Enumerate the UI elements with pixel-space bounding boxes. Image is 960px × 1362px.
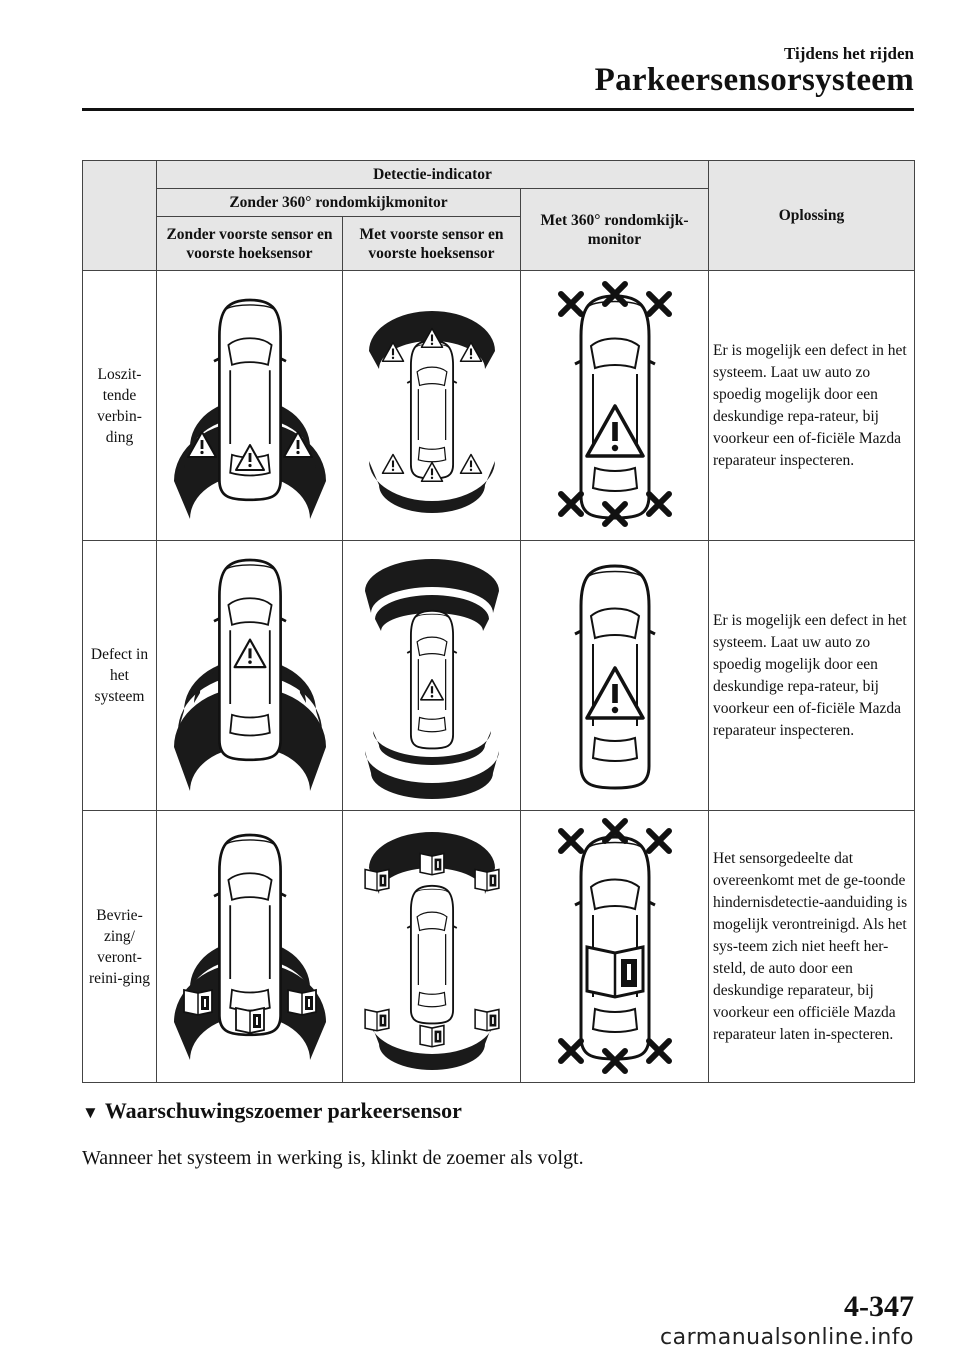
car-indicator-360-warning <box>525 546 705 806</box>
table-row <box>83 541 915 811</box>
table-row <box>83 271 915 541</box>
car-indicator-front-rear-arcs <box>347 281 517 531</box>
indicator-cell-with-front <box>343 271 521 541</box>
indicator-cell-no-front <box>157 541 343 811</box>
car-indicator-rear-arcs <box>160 551 340 801</box>
triangle-down-icon: ▼ <box>82 1103 99 1122</box>
indicator-cell-with-front <box>343 541 521 811</box>
indicator-cell-with-front <box>343 811 521 1083</box>
row-label: Defect in het systeem <box>83 541 157 811</box>
no-front-sensor-header: Zonder voorste sensor en voorste hoeksensor <box>157 217 343 271</box>
body-text: Wanneer het systeem in werking is, klinkt de zoemer als volgt. <box>82 1147 584 1169</box>
indicator-cell-no-front <box>157 271 343 541</box>
indicator-cell-no-front <box>157 811 343 1083</box>
row-label: Bevrie-zing/ veront-reini-ging <box>83 811 157 1083</box>
solution-text: Het sensorgedeelte dat overeenkomt met de ge-toonde hindernisdetectie-aanduiding is mogelijk verontreinigd. Als het sys-teem zich niet heeft her-steld, de auto door een deskundige reparateur, bij voorkeur een officiële Mazda reparateur laten in-specteren. <box>709 811 915 1083</box>
watermark: carmanualsonline.info <box>660 1325 914 1350</box>
solution-text: Er is mogelijk een defect in het systeem. Laat uw auto zo spoedig mogelijk door een deskundige repa-rateur, bij voorkeur een of-ficiële Mazda reparateur inspecteren. <box>709 271 915 541</box>
running-header-subtitle: Tijdens het rijden <box>783 44 914 63</box>
car-indicator-rear-arcs <box>160 281 340 531</box>
running-header-title: Parkeersensorsysteem <box>594 62 914 98</box>
with-360-monitor-header: Met 360° rondomkijk-monitor <box>521 189 709 271</box>
car-indicator-360-x-marks <box>525 817 705 1077</box>
detection-indicator-table <box>82 160 915 1083</box>
blank-corner-cell <box>83 161 157 271</box>
solution-text: Er is mogelijk een defect in het systeem. Laat uw auto zo spoedig mogelijk door een deskundige repa-rateur, bij voorkeur een of-ficiële Mazda reparateur inspecteren. <box>709 541 915 811</box>
indicator-cell-360 <box>521 541 709 811</box>
indicator-cell-360 <box>521 271 709 541</box>
indicator-cell-360 <box>521 811 709 1083</box>
table-row <box>83 811 915 1083</box>
solution-header: Oplossing <box>709 161 915 271</box>
row-label: Loszit-tende verbin-ding <box>83 271 157 541</box>
without-360-monitor-header: Zonder 360° rondomkijkmonitor <box>157 189 521 217</box>
section-heading <box>82 1098 462 1124</box>
car-indicator-360-x-marks <box>525 276 705 536</box>
section-title: Waarschuwingszoemer parkeersensor <box>104 1098 462 1123</box>
detection-indicator-header: Detectie-indicator <box>157 161 709 189</box>
with-front-sensor-header: Met voorste sensor en voorste hoeksensor <box>343 217 521 271</box>
header-rule <box>82 108 914 111</box>
page-number: 4-347 <box>844 1290 914 1323</box>
car-indicator-front-rear-arcs <box>347 551 517 801</box>
car-indicator-front-rear-arcs <box>347 822 517 1072</box>
car-indicator-rear-arcs <box>160 822 340 1072</box>
